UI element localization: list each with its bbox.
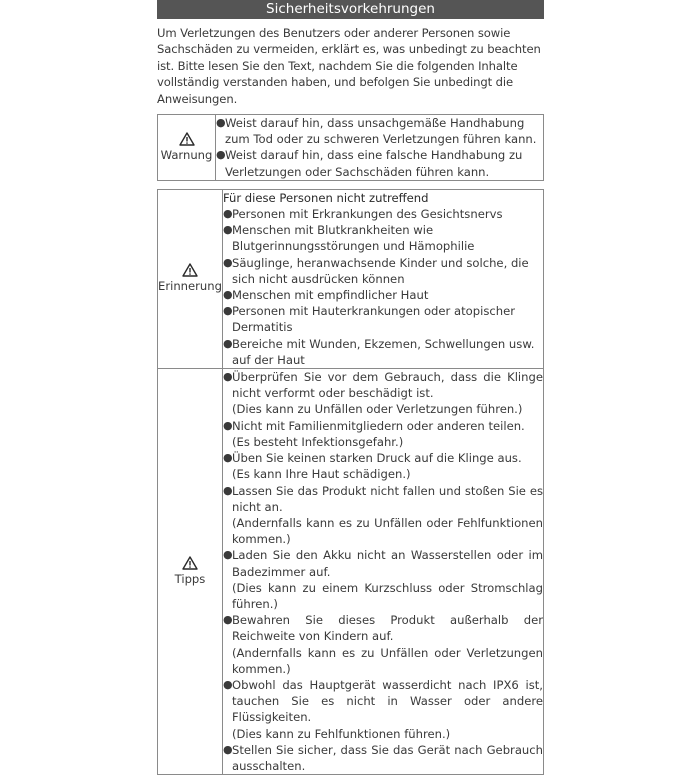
tips-item-text: Nicht mit Familienmitgliedern oder anderen teilen.: [231, 418, 525, 433]
tips-item-note: (Dies kann zu einem Kurzschluss oder Stromschlag führen.): [231, 580, 543, 611]
bullet: ●: [222, 418, 233, 432]
tips-item-text: Überprüfen Sie vor dem Gebrauch, dass die Klinge nicht verformt oder beschädigt ist.: [231, 370, 543, 401]
reminder-item-text: Säuglinge, heranwachsende Kinder und solche, die sich nicht ausdrücken können: [231, 255, 529, 286]
warning-table: [157, 114, 544, 181]
reminder-tips-table: [157, 189, 544, 775]
bullet: ●: [222, 451, 233, 465]
warning-item-text: Weist darauf hin, dass eine falsche Handhabung zu Verletzungen oder Sachschäden führen kann.: [225, 148, 523, 179]
list-item: [216, 115, 543, 147]
section-title: Sicherheitsvorkehrungen: [157, 0, 544, 19]
list-item: [223, 336, 543, 368]
bullet: ●: [222, 304, 233, 318]
reminder-item-text: Bereiche mit Wunden, Ekzemen, Schwellungen usw. auf der Haut: [231, 336, 535, 367]
reminder-heading: Für diese Personen nicht zutreffend: [222, 190, 429, 205]
tips-item-note: (Dies kann zu Fehlfunktionen führen.): [231, 726, 451, 741]
tips-label: Tipps: [174, 572, 206, 587]
tips-item-text: Üben Sie keinen starken Druck auf die Klinge aus.: [231, 451, 522, 466]
reminder-content: [222, 189, 543, 368]
bullet: ●: [216, 116, 226, 130]
list-item: [223, 612, 543, 677]
tips-item-text: Obwohl das Hauptgerät wasserdicht nach IPX6 ist, tauchen Sie es nicht in Wasser oder andere Flüssigkeiten.: [231, 677, 543, 725]
intro-paragraph: Um Verletzungen des Benutzers oder anderer Personen sowie Sachschäden zu vermeiden, erklärt es, was unbedingt zu beachten ist. Bitte lesen Sie den Text, nachdem Sie die folgenden Inhalte vollständig verstanden haben, und befolgen Sie unbedingt die Anweisungen.: [157, 26, 541, 106]
tips-label-cell: [158, 369, 223, 775]
bullet: ●: [222, 255, 233, 269]
bullet: ●: [216, 148, 226, 162]
tips-item-text: Stellen Sie sicher, dass Sie das Gerät nach Gebrauch ausschalten.: [231, 742, 543, 773]
bullet: ●: [222, 677, 233, 691]
list-item: [223, 222, 543, 254]
reminder-item-text: Personen mit Erkrankungen des Gesichtsnervs: [231, 207, 503, 222]
tips-item-text: Laden Sie den Akku nicht an Wasserstellen oder im Badezimmer auf.: [231, 548, 543, 579]
tips-item-note: (Es kann Ihre Haut schädigen.): [231, 467, 411, 482]
reminder-label-cell: [158, 189, 223, 368]
list-item: [223, 303, 543, 335]
tips-item-text: Bewahren Sie dieses Produkt außerhalb der Reichweite von Kindern auf.: [231, 613, 543, 644]
tips-item-note: (Andernfalls kann es zu Unfällen oder Fehlfunktionen kommen.): [231, 515, 543, 547]
list-item: [223, 450, 543, 482]
reminder-item-text: Personen mit Hauterkrankungen oder atopischer Dermatitis: [231, 304, 515, 335]
tips-item-note: (Es besteht Infektionsgefahr.): [231, 434, 404, 449]
tips-content: [222, 369, 543, 775]
warning-label-cell: [158, 115, 216, 181]
bullet: ●: [222, 613, 233, 627]
tips-item-note: (Dies kann zu Unfällen oder Verletzungen führen.): [231, 402, 523, 417]
list-item: [223, 255, 543, 287]
reminder-item-text: Menschen mit empfindlicher Haut: [231, 288, 429, 303]
tips-item-text: Lassen Sie das Produkt nicht fallen und stoßen Sie es nicht an.: [231, 483, 543, 514]
warning-item-text: Weist darauf hin, dass unsachgemäße Handhabung zum Tod oder zu schweren Verletzungen führen kann.: [225, 116, 537, 147]
list-item: [223, 369, 543, 418]
list-item: [223, 418, 543, 450]
list-item: [223, 287, 543, 303]
reminder-item-text: Menschen mit Blutkrankheiten wie Blutgerinnungsstörungen und Hämophilie: [231, 223, 475, 254]
bullet: ●: [222, 207, 233, 221]
bullet: ●: [222, 370, 233, 384]
list-item: [223, 206, 543, 222]
warning-triangle-icon: [179, 132, 195, 146]
safety-page: [157, 0, 544, 775]
tips-item-note: (Andernfalls kann es zu Unfällen oder Verletzungen kommen.): [231, 645, 543, 676]
list-item: [223, 547, 543, 612]
warning-triangle-icon: [182, 556, 198, 570]
warning-label: Warnung: [160, 147, 213, 162]
bullet: ●: [222, 483, 233, 497]
list-item: [223, 677, 543, 742]
bullet: ●: [222, 288, 233, 302]
list-item: [216, 147, 543, 179]
warning-triangle-icon: [182, 263, 198, 277]
warning-content: [216, 115, 544, 181]
reminder-label: Erinnerung: [158, 279, 222, 294]
bullet: ●: [222, 336, 233, 350]
list-item: [223, 483, 543, 548]
bullet: ●: [222, 742, 233, 756]
list-item: [223, 742, 543, 774]
bullet: ●: [222, 548, 233, 562]
bullet: ●: [222, 223, 233, 237]
